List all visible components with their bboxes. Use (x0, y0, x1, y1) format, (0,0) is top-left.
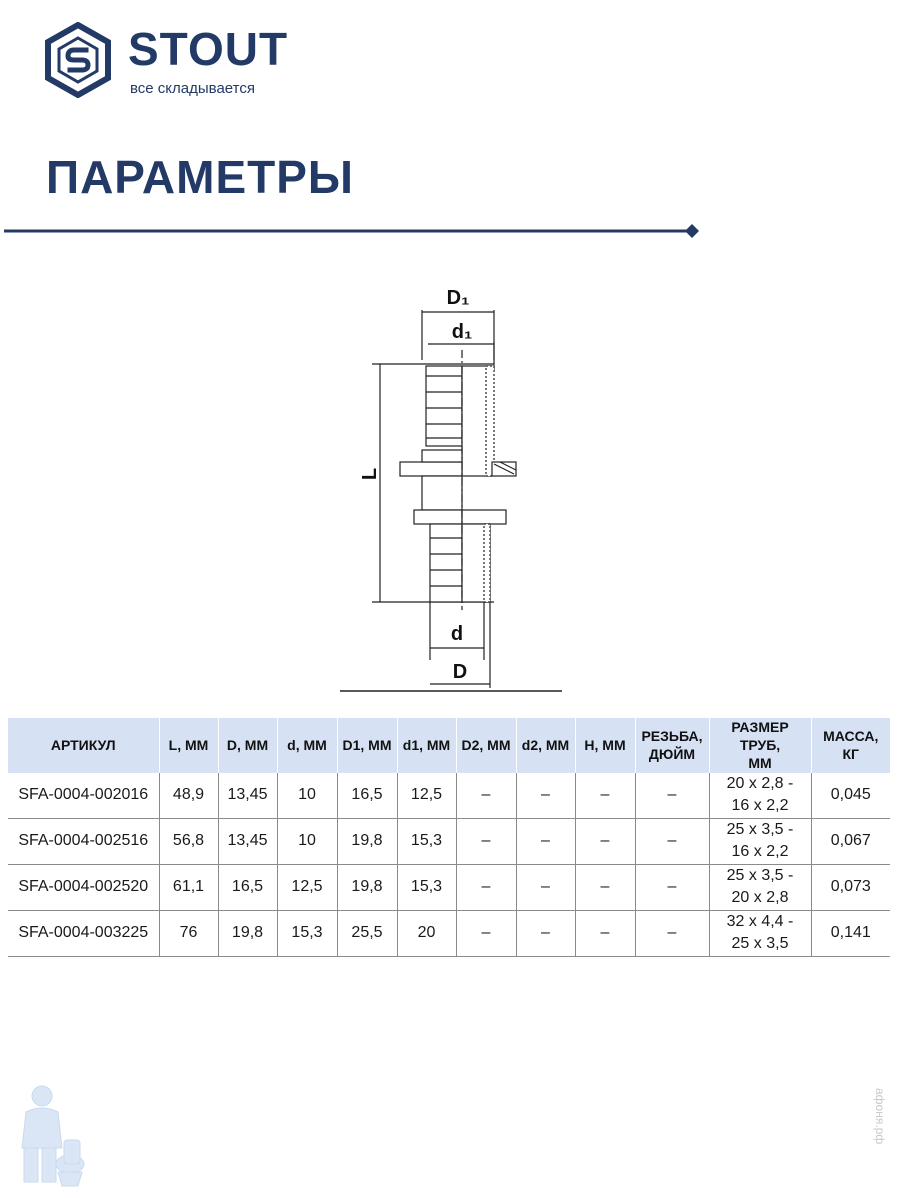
column-header: d2, ММ (516, 718, 575, 773)
section-divider (4, 223, 700, 239)
plumber-mascot-icon (8, 1082, 88, 1190)
page-title: ПАРАМЕТРЫ (46, 151, 354, 203)
table-cell: – (635, 818, 709, 864)
table-cell: SFA-0004-002016 (8, 773, 159, 819)
table-cell: 61,1 (159, 864, 218, 910)
table-cell: 25 х 3,5 - 20 х 2,8 (709, 864, 811, 910)
column-header: РЕЗЬБА, ДЮЙМ (635, 718, 709, 773)
table-cell: 56,8 (159, 818, 218, 864)
table-cell: 12,5 (277, 864, 337, 910)
table-cell: – (635, 910, 709, 956)
parameters-table (8, 718, 890, 957)
diamond-icon (685, 224, 699, 238)
table-cell: – (575, 864, 635, 910)
table-row (8, 818, 890, 864)
table-cell: 25 х 3,5 - 16 х 2,2 (709, 818, 811, 864)
table-cell: – (516, 773, 575, 819)
column-header: АРТИКУЛ (8, 718, 159, 773)
table-cell: 19,8 (218, 910, 277, 956)
table-cell: 15,3 (397, 864, 456, 910)
d-label: d (450, 623, 464, 645)
column-header: D2, ММ (456, 718, 516, 773)
table-cell: 10 (277, 818, 337, 864)
table-row (8, 864, 890, 910)
table-cell: 25,5 (337, 910, 397, 956)
table-cell: 20 х 2,8 - 16 х 2,2 (709, 773, 811, 819)
column-header: L, ММ (159, 718, 218, 773)
table-cell: 13,45 (218, 818, 277, 864)
length-label: L (359, 467, 381, 481)
column-header: d, ММ (277, 718, 337, 773)
table-row (8, 773, 890, 819)
table-cell: 15,3 (397, 818, 456, 864)
table-cell: 0,067 (811, 818, 890, 864)
table-cell: 12,5 (397, 773, 456, 819)
table-cell: – (456, 864, 516, 910)
table-cell: 0,141 (811, 910, 890, 956)
table-cell: 10 (277, 773, 337, 819)
column-header: D, ММ (218, 718, 277, 773)
table-cell: – (575, 818, 635, 864)
column-header: МАССА, КГ (811, 718, 890, 773)
table-cell: – (516, 910, 575, 956)
table-cell: 0,073 (811, 864, 890, 910)
table-header-row (8, 718, 890, 773)
brand-tagline: все складывается (130, 80, 255, 97)
table-cell: 19,8 (337, 818, 397, 864)
table-cell: – (456, 910, 516, 956)
table-cell: – (456, 773, 516, 819)
column-header: H, ММ (575, 718, 635, 773)
column-header: d1, ММ (397, 718, 456, 773)
table-cell: 0,045 (811, 773, 890, 819)
table-cell: 48,9 (159, 773, 218, 819)
table-cell: SFA-0004-003225 (8, 910, 159, 956)
table-cell: 15,3 (277, 910, 337, 956)
table-cell: – (635, 773, 709, 819)
table-cell: 19,8 (337, 864, 397, 910)
table-cell: SFA-0004-002516 (8, 818, 159, 864)
table-cell: – (456, 818, 516, 864)
table-cell: 32 х 4,4 - 25 х 3,5 (709, 910, 811, 956)
fitting-drawing (330, 280, 570, 700)
table-cell: 16,5 (337, 773, 397, 819)
brand-logo[interactable] (44, 22, 289, 102)
outer-d-label: D (452, 661, 468, 683)
d1-upper-label: D₁ (446, 287, 470, 309)
table-row (8, 910, 890, 956)
d1-inner-label: d₁ (451, 321, 473, 343)
column-header: D1, ММ (337, 718, 397, 773)
table-cell: 76 (159, 910, 218, 956)
table-cell: – (516, 818, 575, 864)
table-cell: – (635, 864, 709, 910)
column-header: РАЗМЕР ТРУБ, ММ (709, 718, 811, 773)
table-cell: – (575, 773, 635, 819)
table-cell: 13,45 (218, 773, 277, 819)
table-cell: – (575, 910, 635, 956)
stout-hexagon-s-icon (44, 22, 112, 98)
brand-name: STOUT (128, 23, 289, 75)
table-cell: – (516, 864, 575, 910)
table-cell: 20 (397, 910, 456, 956)
table-cell: 16,5 (218, 864, 277, 910)
table-cell: SFA-0004-002520 (8, 864, 159, 910)
watermark: афоня.рф (873, 1088, 887, 1145)
